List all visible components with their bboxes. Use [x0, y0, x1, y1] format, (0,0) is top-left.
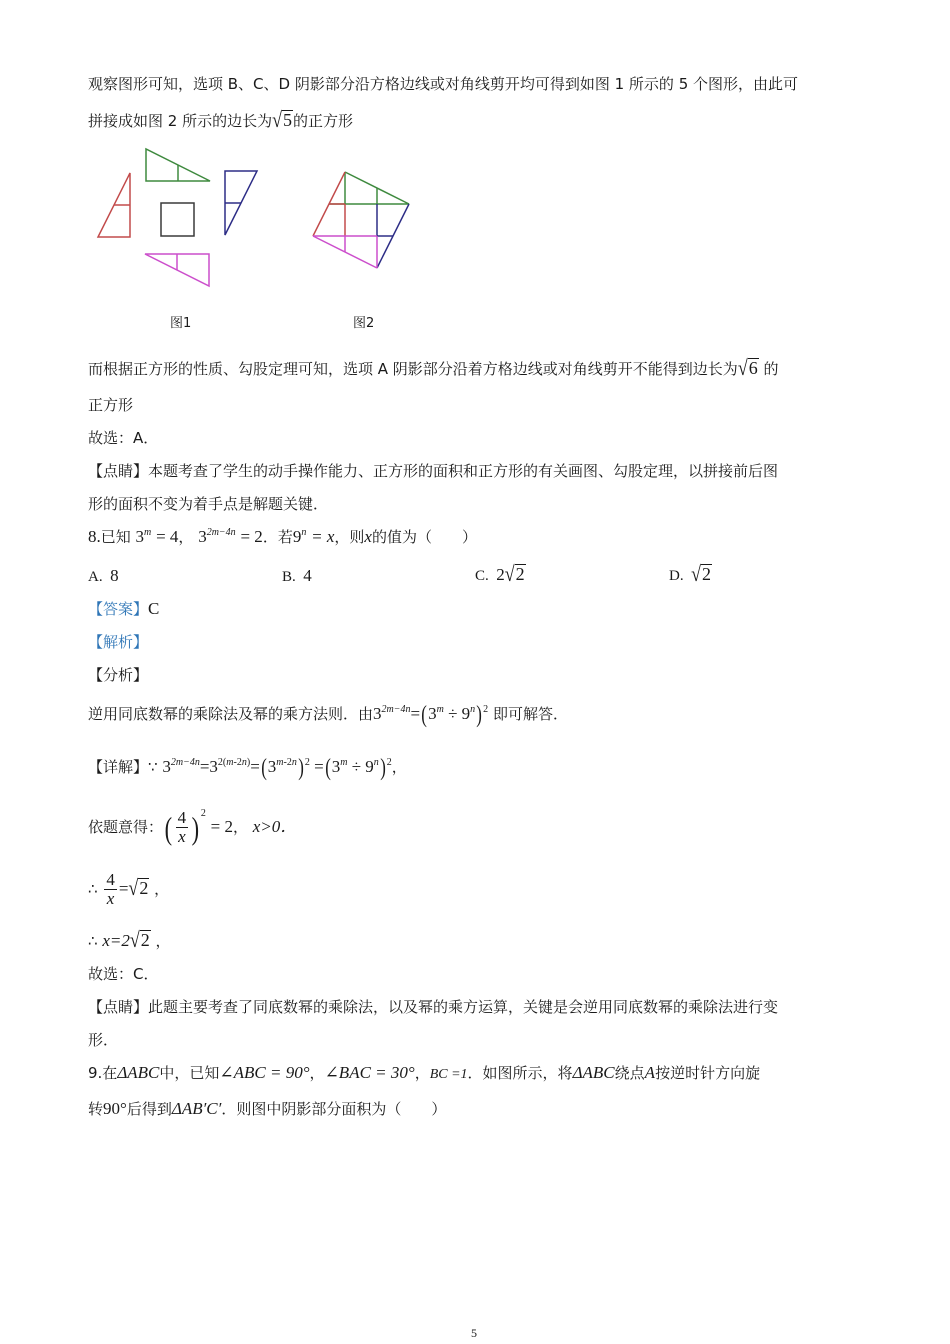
paragraph-line: 观察图形可知，选项 B、C、D 阴影部分沿方格边线或对角线剪开均可得到如图 1 所示的 5 个图形，由此可 — [88, 75, 799, 93]
comment-line: 形的面积不变为着手点是解题关键． — [88, 495, 329, 513]
question-9-line-1: 9.在ΔABC中，已知∠ABC = 90°，∠BAC = 30°，BC =1．如图所示，将ΔABC绕点A按逆时针方向旋 — [88, 1063, 761, 1082]
fenxi-text: 逆用同底数幂的乘除法及幂的乘方法则．由$3^{2m-4n}=(3^m \div 9^n)^2$ 即可解答． — [88, 702, 568, 728]
therefore-line-2: ∴ x=2√2 ， — [88, 928, 171, 952]
comment-line: 【点睛】此题主要考查了同底数幂的乘除法，以及幂的乘方运算，关键是会逆用同底数幂的乘除法进行变 — [88, 998, 779, 1016]
answer-line — [88, 599, 159, 619]
answer-value: C — [148, 599, 160, 618]
figure-2-caption: 图2 — [353, 316, 375, 331]
option-b[interactable]: B. 4 — [282, 566, 312, 585]
option-a[interactable]: A. 8 — [88, 566, 119, 585]
text: 拼接成如图 2 所示的边长为 — [88, 112, 273, 130]
analysis-tag: 【解析】 — [88, 633, 149, 651]
sqrt-expression: √5 — [272, 108, 292, 132]
condition-line: 依题意得：( $\frac{4}{x}$ ) $^2$ = 2， x>0． — [88, 808, 298, 846]
option-c[interactable]: C. 2√2 — [475, 561, 525, 586]
figure-1-pieces — [0, 0, 950, 320]
figure-1-caption: 图1 — [170, 316, 192, 331]
figure-2-square — [313, 172, 409, 268]
choice-statement: 故选：C． — [88, 965, 159, 983]
detail-line: 【详解】∵ $3^{2m-4n}=3^{2(m-2n)}=(3^{m-2n})^2 =(3^m \div 9^n)^2$， — [88, 755, 407, 781]
question-9-line-2: 转90°后得到ΔAB′C′．则图中阴影部分面积为（ ） — [88, 1099, 447, 1118]
answer-tag: 【答案】 — [88, 600, 149, 618]
black-square-piece — [161, 203, 194, 236]
green-triangle-piece — [146, 149, 210, 181]
comment-line: 【点睛】本题考查了学生的动手操作能力、正方形的面积和正方形的有关画图、勾股定理，以拼接前后图 — [88, 462, 779, 480]
text: 而根据正方形的性质、勾股定理可知，选项 A 阴影部分沿着方格边线或对角线剪开不能得到边长为 — [88, 360, 738, 378]
sqrt-expression: √6 — [737, 356, 758, 380]
blue-triangle-piece — [225, 171, 257, 235]
paragraph-line — [88, 358, 779, 379]
red-triangle-piece — [98, 173, 130, 237]
magenta-triangle-piece — [145, 254, 209, 286]
option-d[interactable]: D. √2 — [669, 561, 711, 586]
text: 的 — [763, 360, 779, 378]
text: 的正方形 — [292, 112, 353, 130]
fenxi-tag: 【分析】 — [88, 666, 149, 684]
paragraph-line: 正方形 — [88, 396, 134, 414]
page-number: 5 — [471, 1326, 477, 1340]
question-8-stem: 8.已知 3$^m$ = 4， $3^{2m-4n} = 2$．若9$^n$ = x，则x的值为（ ） — [88, 527, 477, 546]
choice-statement: 故选：A． — [88, 429, 159, 447]
comment-line: 形． — [88, 1031, 119, 1049]
therefore-line-1: ∴ $\frac{4}{x}$ =√2 ， — [88, 870, 170, 908]
